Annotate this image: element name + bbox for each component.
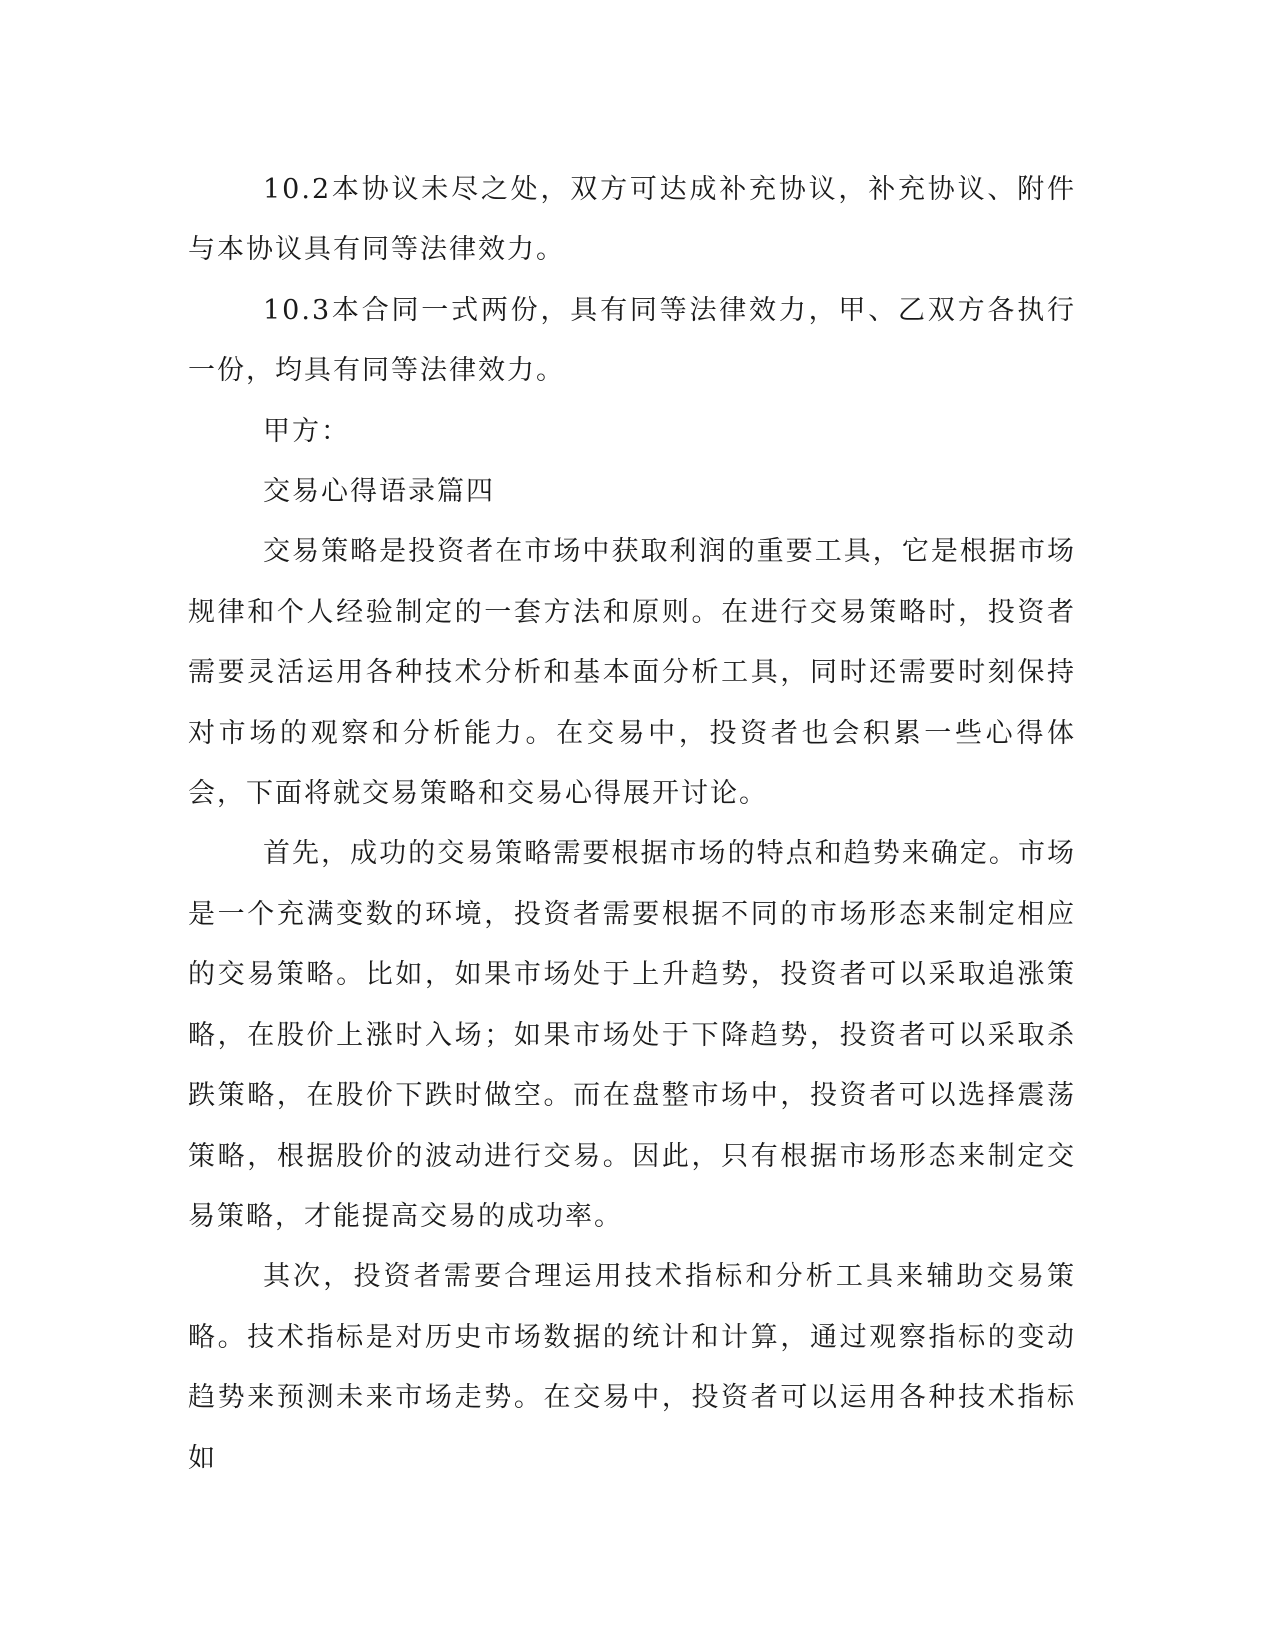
document-body: [188, 160, 1076, 1489]
section-title: 交易心得语录篇四: [263, 476, 495, 508]
paragraph-clause-10-3: 10.3本合同一式两份，具有同等法律效力，甲、乙双方各执行一份，均具有同等法律效力。: [188, 294, 1076, 387]
paragraph-first-point: 首先，成功的交易策略需要根据市场的特点和趋势来确定。市场是一个充满变数的环境，投资者需要根据不同的市场形态来制定相应的交易策略。比如，如果市场处于上升趋势，投资者可以采取追涨策略，在股价上涨时入场；如果市场处于下降趋势，投资者可以采取杀跌策略，在股价下跌时做空。而在盘整市场中，投资者可以选择震荡策略，根据股价的波动进行交易。因此，只有根据市场形态来制定交易策略，才能提高交易的成功率。: [188, 838, 1076, 1232]
paragraph-clause-10-2: 10.2本协议未尽之处，双方可达成补充协议，补充协议、附件与本协议具有同等法律效力。: [188, 174, 1076, 266]
paragraph-second-point: 其次，投资者需要合理运用技术指标和分析工具来辅助交易策略。技术指标是对历史市场数据的统计和计算，通过观察指标的变动趋势来预测未来市场走势。在交易中，投资者可以运用各种技术指标如: [188, 1261, 1076, 1474]
party-a-label: 甲方：: [263, 415, 350, 447]
paragraph-intro: 交易策略是投资者在市场中获取利润的重要工具，它是根据市场规律和个人经验制定的一套方法和原则。在进行交易策略时，投资者需要灵活运用各种技术分析和基本面分析工具，同时还需要时刻保持对市场的观察和分析能力。在交易中，投资者也会积累一些心得体会，下面将就交易策略和交易心得展开讨论。: [188, 536, 1076, 810]
